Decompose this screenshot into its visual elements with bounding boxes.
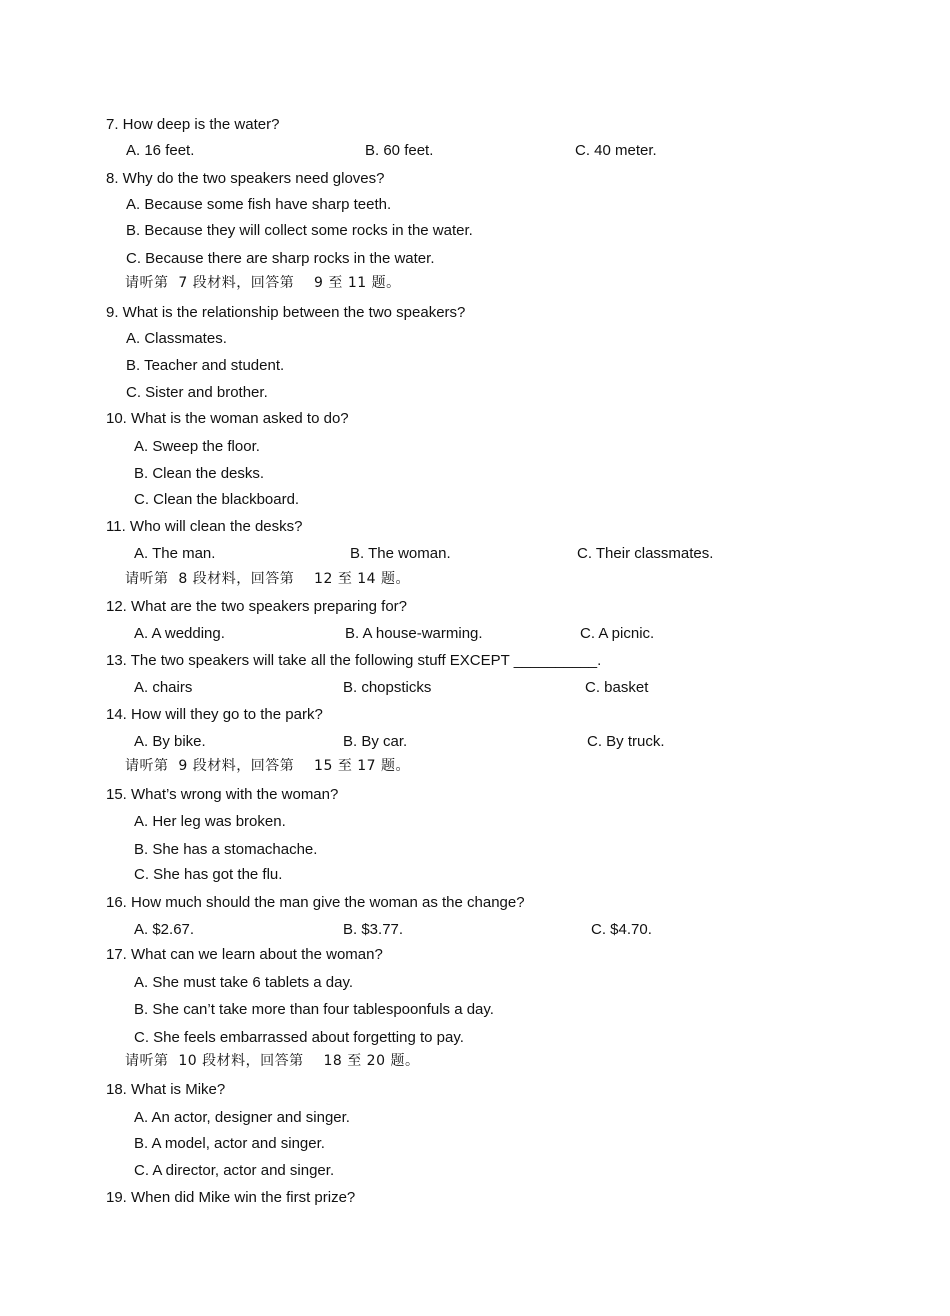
question-12-option-b: B. A house-warming. bbox=[345, 625, 483, 642]
section-9-instruction: 请听第 9 段材料，回答第 15 至 17 题。 bbox=[125, 758, 411, 774]
question-18-option-c: C. A director, actor and singer. bbox=[134, 1162, 335, 1179]
question-16-option-b: B. $3.77. bbox=[343, 921, 404, 938]
question-9-text: 9. What is the relationship between the two speakers? bbox=[106, 304, 466, 321]
question-12-option-c: C. A picnic. bbox=[580, 625, 655, 642]
question-12-text: 12. What are the two speakers preparing for? bbox=[106, 598, 407, 615]
question-13-option-c: C. basket bbox=[585, 679, 649, 696]
question-15-option-b: B. She has a stomachache. bbox=[134, 841, 318, 858]
question-10-text: 10. What is the woman asked to do? bbox=[106, 410, 349, 427]
question-15-option-c: C. She has got the flu. bbox=[134, 866, 283, 883]
question-7-text: 7. How deep is the water? bbox=[106, 116, 280, 133]
question-17-option-a: A. She must take 6 tablets a day. bbox=[134, 974, 354, 991]
question-18-text: 18. What is Mike? bbox=[106, 1081, 226, 1098]
question-18-option-b: B. A model, actor and singer. bbox=[134, 1135, 325, 1152]
question-16-option-c: C. $4.70. bbox=[591, 921, 652, 938]
question-9-option-a: A. Classmates. bbox=[126, 330, 227, 347]
question-14-option-b: B. By car. bbox=[343, 733, 408, 750]
question-8-option-b: B. Because they will collect some rocks in the water. bbox=[126, 222, 473, 239]
section-10-instruction: 请听第 10 段材料，回答第 18 至 20 题。 bbox=[125, 1053, 420, 1069]
question-16-text: 16. How much should the man give the woman as the change? bbox=[106, 894, 525, 911]
question-14-text: 14. How will they go to the park? bbox=[106, 706, 323, 723]
question-18-option-a: A. An actor, designer and singer. bbox=[134, 1109, 350, 1126]
question-14-option-c: C. By truck. bbox=[587, 733, 665, 750]
question-13-option-a: A. chairs bbox=[134, 679, 193, 696]
question-9-option-b: B. Teacher and student. bbox=[126, 357, 285, 374]
question-11-text: 11. Who will clean the desks? bbox=[106, 518, 303, 535]
question-9-option-c: C. Sister and brother. bbox=[126, 384, 268, 401]
question-11-option-a: A. The man. bbox=[134, 545, 216, 562]
question-17-option-b: B. She can’t take more than four tablespoonfuls a day. bbox=[134, 1001, 494, 1018]
question-7-option-a: A. 16 feet. bbox=[126, 142, 195, 159]
question-11-option-c: C. Their classmates. bbox=[577, 545, 714, 562]
question-8-option-c: C. Because there are sharp rocks in the water. bbox=[126, 250, 435, 267]
question-11-option-b: B. The woman. bbox=[350, 545, 451, 562]
question-13-text: 13. The two speakers will take all the following stuff EXCEPT __________. bbox=[106, 652, 602, 669]
question-12-option-a: A. A wedding. bbox=[134, 625, 225, 642]
question-8-option-a: A. Because some fish have sharp teeth. bbox=[126, 196, 392, 213]
question-15-text: 15. What’s wrong with the woman? bbox=[106, 786, 339, 803]
question-15-option-a: A. Her leg was broken. bbox=[134, 813, 286, 830]
section-7-instruction: 请听第 7 段材料，回答第 9 至 11 题。 bbox=[125, 275, 401, 291]
question-7-option-c: C. 40 meter. bbox=[575, 142, 657, 159]
question-8-text: 8. Why do the two speakers need gloves? bbox=[106, 170, 385, 187]
question-14-option-a: A. By bike. bbox=[134, 733, 206, 750]
question-19-text: 19. When did Mike win the first prize? bbox=[106, 1189, 356, 1206]
question-17-text: 17. What can we learn about the woman? bbox=[106, 946, 383, 963]
question-17-option-c: C. She feels embarrassed about forgetting to pay. bbox=[134, 1029, 464, 1046]
question-13-option-b: B. chopsticks bbox=[343, 679, 432, 696]
question-10-option-c: C. Clean the blackboard. bbox=[134, 491, 300, 508]
question-10-option-a: A. Sweep the floor. bbox=[134, 438, 260, 455]
question-16-option-a: A. $2.67. bbox=[134, 921, 195, 938]
question-7-option-b: B. 60 feet. bbox=[365, 142, 434, 159]
question-10-option-b: B. Clean the desks. bbox=[134, 465, 265, 482]
section-8-instruction: 请听第 8 段材料，回答第 12 至 14 题。 bbox=[125, 571, 411, 587]
